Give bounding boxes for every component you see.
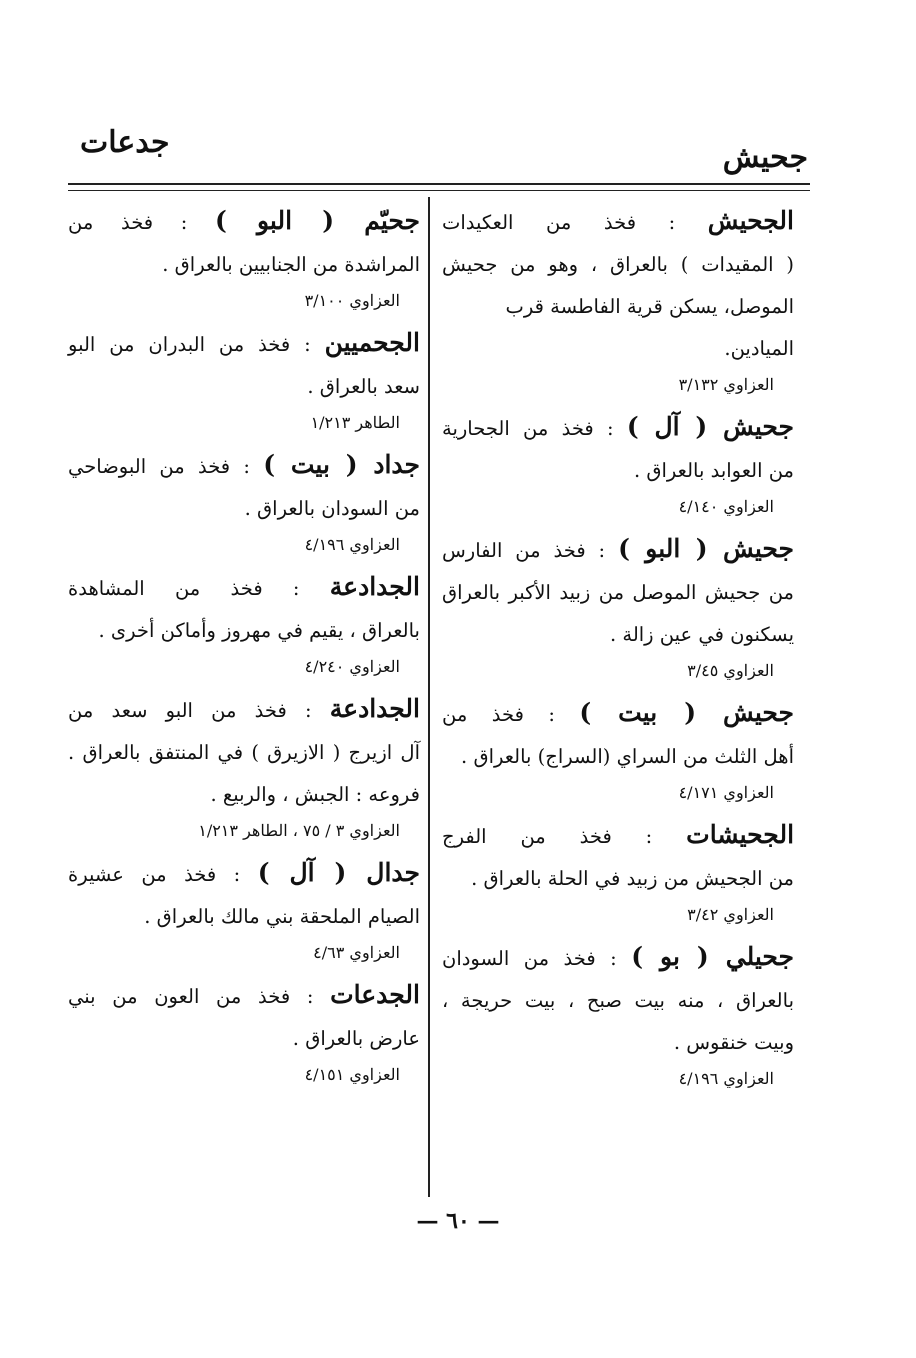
entry-text: الموصل، يسكن قرية الفاطسة قرب الميادين.	[505, 295, 794, 360]
entry-text: فروعه : الجبش ، والربيع .	[210, 783, 420, 806]
entry-source: العزاوي ٤/٢٤٠	[304, 657, 400, 676]
entry-text: من جحيش الموصل من زبيد الأكبر بالعراق	[442, 581, 794, 604]
entry-text: بالعراق ، منه بيت صبح ، بيت حريجة ،	[442, 989, 794, 1012]
dictionary-entry	[68, 444, 420, 560]
entry-first-line	[442, 692, 794, 736]
entry-headword: الجحيش	[707, 206, 794, 235]
right-column	[442, 200, 794, 1100]
entry-text: سعد بالعراق .	[307, 375, 420, 398]
entry-text: : فخذ من	[442, 703, 555, 726]
dictionary-entry	[68, 688, 420, 846]
entry-first-line	[442, 528, 794, 572]
entry-text: عارض بالعراق .	[292, 1027, 420, 1050]
entry-text: : فخذ من عشيرة	[68, 863, 241, 886]
entry-text: : فخذ من الجحارية	[442, 417, 614, 440]
entry-text: : فخذ من البدران من البو	[68, 333, 311, 356]
dictionary-entry	[442, 528, 794, 686]
entry-first-line	[68, 852, 420, 896]
entry-headword: جحيّم ( البو )	[215, 206, 420, 235]
entry-source: العزاوي ٣ / ٧٥ ، الطاهر ١/٢١٣	[198, 821, 400, 840]
entry-source: العزاوي ٤/١٧١	[678, 783, 774, 802]
entry-first-line	[68, 974, 420, 1018]
entry-first-line	[442, 200, 794, 244]
entry-headword: الجحيشات	[686, 820, 795, 849]
entry-text: بالعراق ، يقيم في مهروز وأماكن أخرى .	[98, 619, 420, 642]
entry-first-line	[442, 406, 794, 450]
page-number: — ٦٠ —	[416, 1208, 500, 1234]
entry-text: : فخذ من العكيدات	[442, 211, 676, 234]
entry-text: من الجحيش من زبيد في الحلة بالعراق .	[471, 867, 794, 890]
entry-text: وبيت خنقوس .	[673, 1031, 794, 1054]
entry-source: العزاوي ٤/١٩٦	[304, 535, 400, 554]
dictionary-entry	[68, 566, 420, 682]
entry-text: : فخذ من الفارس	[442, 539, 606, 562]
entry-first-line	[68, 200, 420, 244]
entry-text: : فخذ من المشاهدة	[68, 577, 300, 600]
dictionary-entry	[68, 322, 420, 438]
entry-headword: جحيش ( بيت )	[579, 698, 794, 727]
dictionary-entry	[442, 406, 794, 522]
header-rule-thin	[68, 190, 810, 191]
entry-text: : فخذ من	[68, 211, 188, 234]
entry-text: المراشدة من الجنابيين بالعراق .	[162, 253, 420, 276]
entry-text: : فخذ من البو سعد من	[68, 699, 312, 722]
entry-text: : فخذ من الفرج	[442, 825, 653, 848]
entry-headword: الجدعات	[330, 980, 420, 1009]
entry-source: العزاوي ٣/١٣٢	[678, 375, 774, 394]
entry-source: العزاوي ٣/٤٢	[687, 905, 774, 924]
entry-text: : فخذ من السودان	[442, 947, 617, 970]
entry-first-line	[68, 444, 420, 488]
column-divider	[428, 197, 430, 1197]
entry-first-line	[68, 566, 420, 610]
entry-first-line	[68, 322, 420, 366]
dictionary-entry	[442, 200, 794, 400]
left-column	[68, 200, 420, 1096]
entry-source: العزاوي ٣/٤٥	[687, 661, 774, 680]
header-rule-thick	[68, 183, 810, 185]
entry-source: العزاوي ٤/١٤٠	[678, 497, 774, 516]
entry-headword: الجدادعة	[329, 572, 420, 601]
entry-text: أهل الثلث من السراي (السراج) بالعراق .	[461, 745, 794, 768]
entry-headword: جدال ( آل )	[257, 858, 420, 887]
entry-first-line	[442, 936, 794, 980]
entry-source: العزاوي ٤/٦٣	[313, 943, 400, 962]
running-header-right: جحيش	[722, 140, 808, 175]
entry-headword: الجدادعة	[329, 694, 420, 723]
entry-text: ( المقيدات ) بالعراق ، وهو من جحيش	[442, 253, 794, 276]
entry-headword: جداد ( بيت )	[263, 450, 420, 479]
entry-text: آل ازيرج ( الازيرق ) في المنتفق بالعراق .	[68, 741, 420, 764]
entry-text: من العوابد بالعراق .	[633, 459, 794, 482]
dictionary-entry	[68, 852, 420, 968]
entry-headword: جحيش ( آل )	[626, 412, 795, 441]
entry-text: من السودان بالعراق .	[244, 497, 420, 520]
entry-first-line	[68, 688, 420, 732]
entry-text: يسكنون في عين زالة .	[609, 623, 794, 646]
dictionary-entry	[442, 814, 794, 930]
entry-source: العزاوي ٣/١٠٠	[304, 291, 400, 310]
entry-source: العزاوي ٤/١٩٦	[678, 1069, 774, 1088]
entry-headword: الجحميين	[324, 328, 420, 357]
dictionary-entry	[68, 200, 420, 316]
entry-headword: جحيش ( البو )	[618, 534, 795, 563]
dictionary-entry	[442, 936, 794, 1094]
dictionary-entry	[68, 974, 420, 1090]
entry-headword: جحيلي ( بو )	[631, 942, 795, 971]
entry-source: العزاوي ٤/١٥١	[304, 1065, 400, 1084]
entry-first-line	[442, 814, 794, 858]
entry-text: : فخذ من العون من بني	[68, 985, 314, 1008]
dictionary-entry	[442, 692, 794, 808]
running-header-left: جدعات	[80, 125, 170, 160]
entry-source: الطاهر ١/٢١٣	[310, 413, 400, 432]
entry-text: الصيام الملحقة بني مالك بالعراق .	[144, 905, 420, 928]
entry-text: : فخذ من البوضاحي	[68, 455, 250, 478]
